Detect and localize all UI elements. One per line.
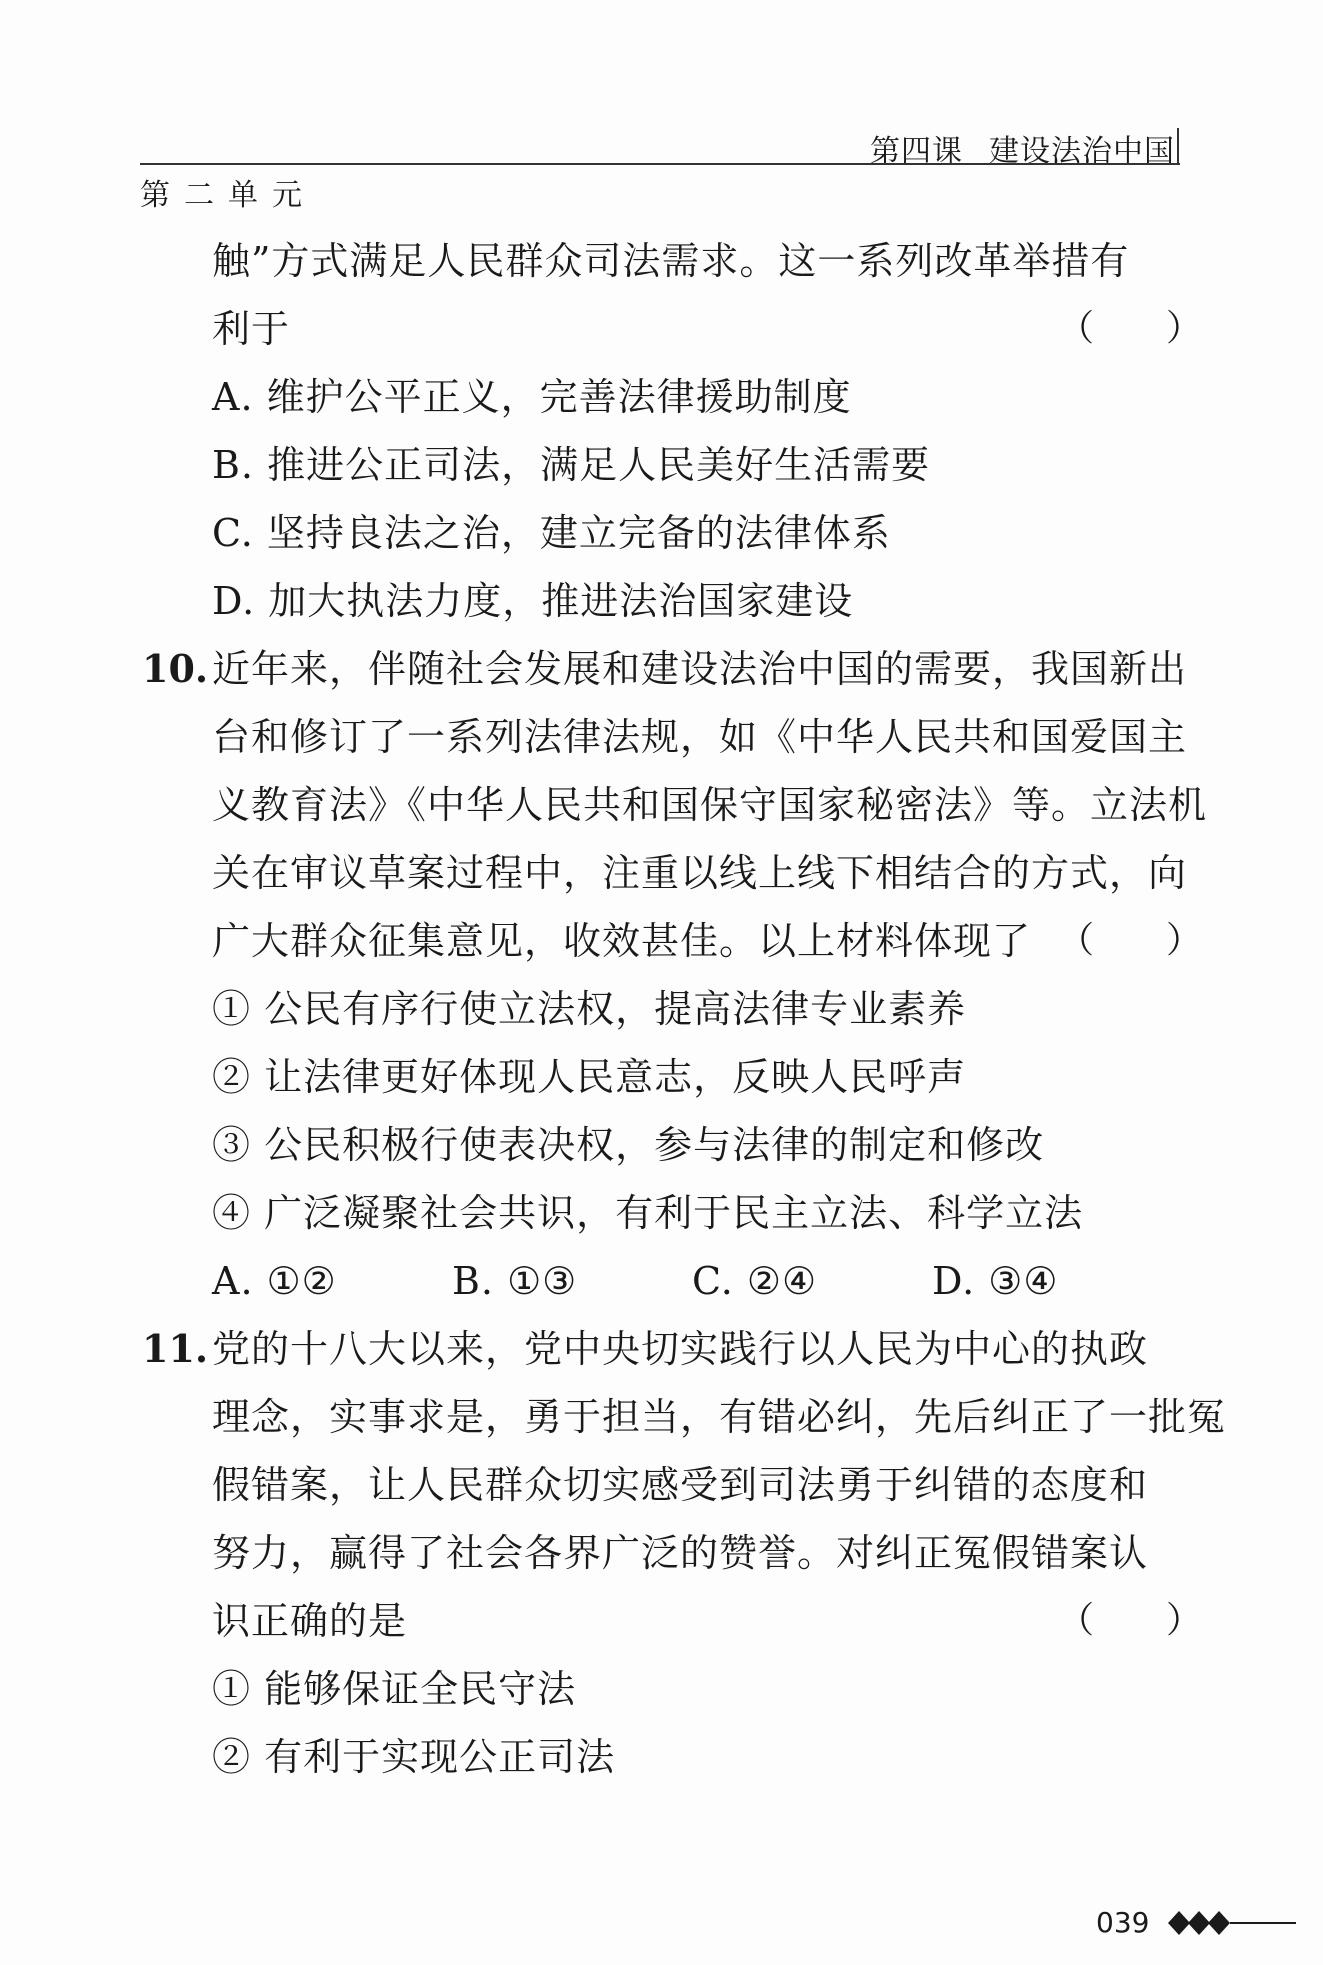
- q10-item-3: ③ 公民积极行使表决权，参与法律的制定和修改: [212, 1123, 1045, 1167]
- footer-diamond-ornament-icon: [1168, 1903, 1298, 1943]
- q10-stem-line-3: 义教育法》《中华人民共和国保守国家秘密法》等。立法机: [212, 783, 1208, 827]
- q10-item-2: ② 让法律更好体现人民意志，反映人民呼声: [212, 1055, 967, 1099]
- q9-stem-line-1: 触”方式满足人民群众司法需求。这一系列改革举措有: [212, 239, 1130, 283]
- q10-choice-d: D. ③④: [932, 1259, 1059, 1303]
- lesson-topic: 建设法治中国: [989, 134, 1175, 169]
- header-divider-tick: [1177, 128, 1179, 164]
- q11-number: 11.: [142, 1326, 209, 1371]
- q10-number: 10.: [142, 646, 209, 691]
- lesson-label: 第四课: [870, 134, 963, 169]
- q11-stem-line-2: 理念，实事求是，勇于担当，有错必纠，先后纠正了一批冤: [212, 1395, 1227, 1439]
- q11-stem-line-3: 假错案，让人民群众切实感受到司法勇于纠错的态度和: [212, 1463, 1149, 1507]
- q10-choice-b: B. ①③: [452, 1259, 578, 1303]
- q9-option-b: B. 推进公正司法，满足人民美好生活需要: [212, 443, 931, 487]
- page-number: 039: [1096, 1906, 1150, 1939]
- unit-label: 第二单元: [140, 178, 316, 213]
- q10-choices: [212, 1256, 1058, 1306]
- q11-stem-line-4: 努力，赢得了社会各界广泛的赞誉。对纠正冤假错案认: [212, 1531, 1149, 1575]
- q10-choice-a: A. ①②: [212, 1259, 337, 1303]
- q10-answer-blank: （ ）: [1058, 920, 1203, 961]
- q9-option-c: C. 坚持良法之治，建立完备的法律体系: [212, 511, 891, 555]
- header-rule: [140, 163, 1180, 165]
- q10-item-1: ① 公民有序行使立法权，提高法律专业素养: [212, 987, 967, 1031]
- q10-stem-line-4: 关在审议草案过程中，注重以线上线下相结合的方式，向: [212, 851, 1188, 895]
- q9-option-a: A. 维护公平正义，完善法律援助制度: [212, 375, 852, 419]
- q11-item-2: ② 有利于实现公正司法: [212, 1735, 616, 1779]
- q9-answer-blank: （ ）: [1058, 308, 1203, 349]
- q11-item-1: ① 能够保证全民守法: [212, 1667, 577, 1711]
- q9-stem-line-2: 利于: [212, 307, 291, 351]
- q9-option-d: D. 加大执法力度，推进法治国家建设: [212, 579, 854, 623]
- q10-stem-line-5: 广大群众征集意见，收效甚佳。以上材料体现了: [212, 919, 1032, 963]
- q10-stem-line-2: 台和修订了一系列法律法规，如《中华人民共和国爱国主: [212, 715, 1188, 759]
- q10-choice-c: C. ②④: [692, 1259, 818, 1303]
- q10-item-4: ④ 广泛凝聚社会共识，有利于民主立法、科学立法: [212, 1191, 1084, 1235]
- q11-stem-line-5: 识正确的是: [212, 1599, 408, 1643]
- q11-answer-blank: （ ）: [1058, 1600, 1203, 1641]
- q10-stem-line-1: 近年来，伴随社会发展和建设法治中国的需要，我国新出: [212, 647, 1188, 691]
- q11-stem-line-1: 党的十八大以来，党中央切实践行以人民为中心的执政: [212, 1327, 1149, 1371]
